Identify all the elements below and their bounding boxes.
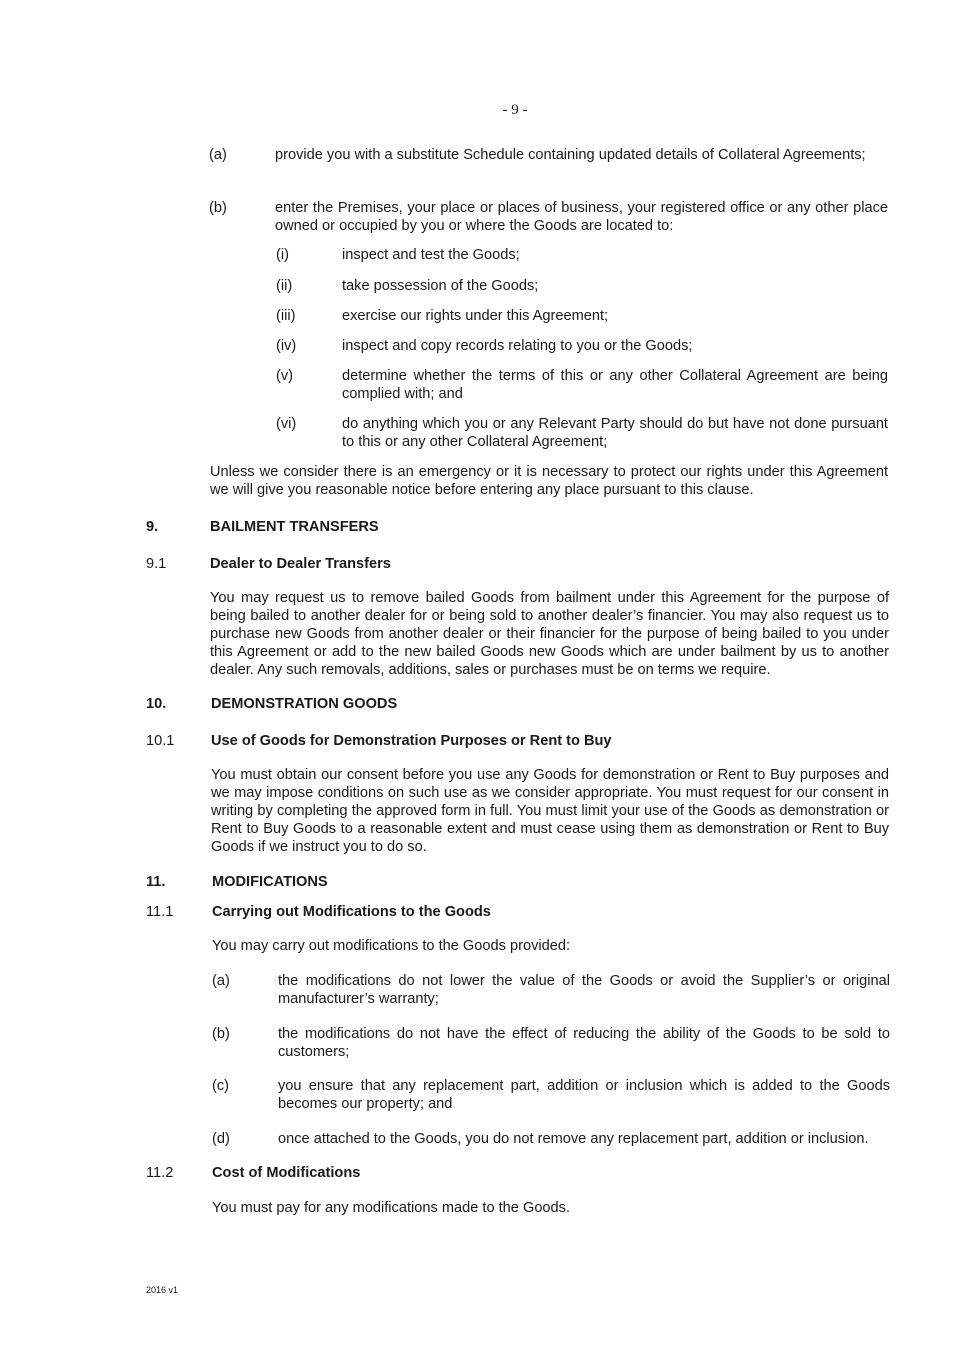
mod-item-a: the modifications do not lower the value of the Goods or avoid the Supplier’s or original manufacturer’s warranty;: [278, 973, 890, 1007]
section-11-title: MODIFICATIONS: [212, 874, 328, 890]
list-label-a: (a): [209, 147, 227, 163]
section-10-1-paragraph: You must obtain our consent before you use any Goods for demonstration or Rent to Buy purposes and we may impose conditions on such use as we consider appropriate. You must request for our consent in writing by completing the approved form in full. You must limit your use of the Goods as demonstration or Rent to Buy Goods to a reasonable extent and must cease using them as demonstration or Rent to Buy Goods if we instruct you to do so.: [211, 767, 889, 855]
section-9-1-paragraph: You may request us to remove bailed Goods from bailment under this Agreement for the purpose of being bailed to another dealer for or being sold to another dealer’s financier. You may also request us to purchase new Goods from another dealer or their financier for the purpose of being bailed to you under this Agreement or add to the new bailed Goods new Goods which are under bailment by us to another dealer. Any such removals, additions, sales or purchases must be on terms we require.: [210, 590, 889, 678]
section-11-number: 11.: [146, 874, 166, 890]
section-11-2-paragraph: You must pay for any modifications made to the Goods.: [212, 1200, 571, 1216]
section-9-number: 9.: [146, 519, 159, 535]
mod-item-b: the modifications do not have the effect of reducing the ability of the Goods to be sold to customers;: [278, 1026, 890, 1060]
section-11-2-number: 11.2: [146, 1165, 174, 1181]
mod-label-d: (d): [212, 1131, 230, 1147]
section-9-title: BAILMENT TRANSFERS: [210, 519, 379, 535]
section-9-1-title: Dealer to Dealer Transfers: [210, 556, 391, 572]
sublist-label-ii: (ii): [276, 278, 293, 294]
mod-item-c: you ensure that any replacement part, addition or inclusion which is added to the Goods becomes our property; and: [278, 1078, 890, 1112]
mod-item-d: once attached to the Goods, you do not remove any replacement part, addition or inclusion.: [278, 1131, 869, 1147]
sublist-label-i: (i): [276, 247, 289, 263]
sublist-item-iv: inspect and copy records relating to you or the Goods;: [342, 338, 693, 354]
sublist-label-iv: (iv): [276, 338, 297, 354]
list-item-b: enter the Premises, your place or places of business, your registered office or any other place owned or occupied by you or where the Goods are located to:: [275, 200, 888, 234]
sublist-label-v: (v): [276, 368, 294, 384]
section-11-2-title: Cost of Modifications: [212, 1165, 361, 1181]
sublist-label-vi: (vi): [276, 416, 297, 432]
mod-label-a: (a): [212, 973, 230, 989]
sublist-item-iii: exercise our rights under this Agreement;: [342, 308, 609, 324]
section-10-1-title: Use of Goods for Demonstration Purposes or Rent to Buy: [211, 733, 612, 749]
section-11-1-intro: You may carry out modifications to the Goods provided:: [212, 938, 571, 954]
page-number: - 9 -: [502, 102, 528, 118]
section-11-1-number: 11.1: [146, 904, 174, 920]
list-item-a: provide you with a substitute Schedule containing updated details of Collateral Agreements;: [275, 147, 866, 163]
mod-label-c: (c): [212, 1078, 230, 1094]
section-10-1-number: 10.1: [146, 733, 175, 749]
sublist-item-ii: take possession of the Goods;: [342, 278, 539, 294]
mod-label-b: (b): [212, 1026, 230, 1042]
section-10-title: DEMONSTRATION GOODS: [211, 696, 398, 712]
section-9-1-number: 9.1: [146, 556, 167, 572]
list-label-b: (b): [209, 200, 227, 216]
sublist-item-v: determine whether the terms of this or any other Collateral Agreement are being complied with; and: [342, 368, 888, 402]
footer-version: 2016 v1: [146, 1285, 179, 1295]
emergency-paragraph: Unless we consider there is an emergency or it is necessary to protect our rights under this Agreement we will give you reasonable notice before entering any place pursuant to this clause.: [210, 464, 888, 498]
section-10-number: 10.: [146, 696, 167, 712]
sublist-label-iii: (iii): [276, 308, 296, 324]
sublist-item-vi: do anything which you or any Relevant Party should do but have not done pursuant to this or any other Collateral Agreement;: [342, 416, 888, 450]
section-11-1-title: Carrying out Modifications to the Goods: [212, 904, 491, 920]
sublist-item-i: inspect and test the Goods;: [342, 247, 520, 263]
